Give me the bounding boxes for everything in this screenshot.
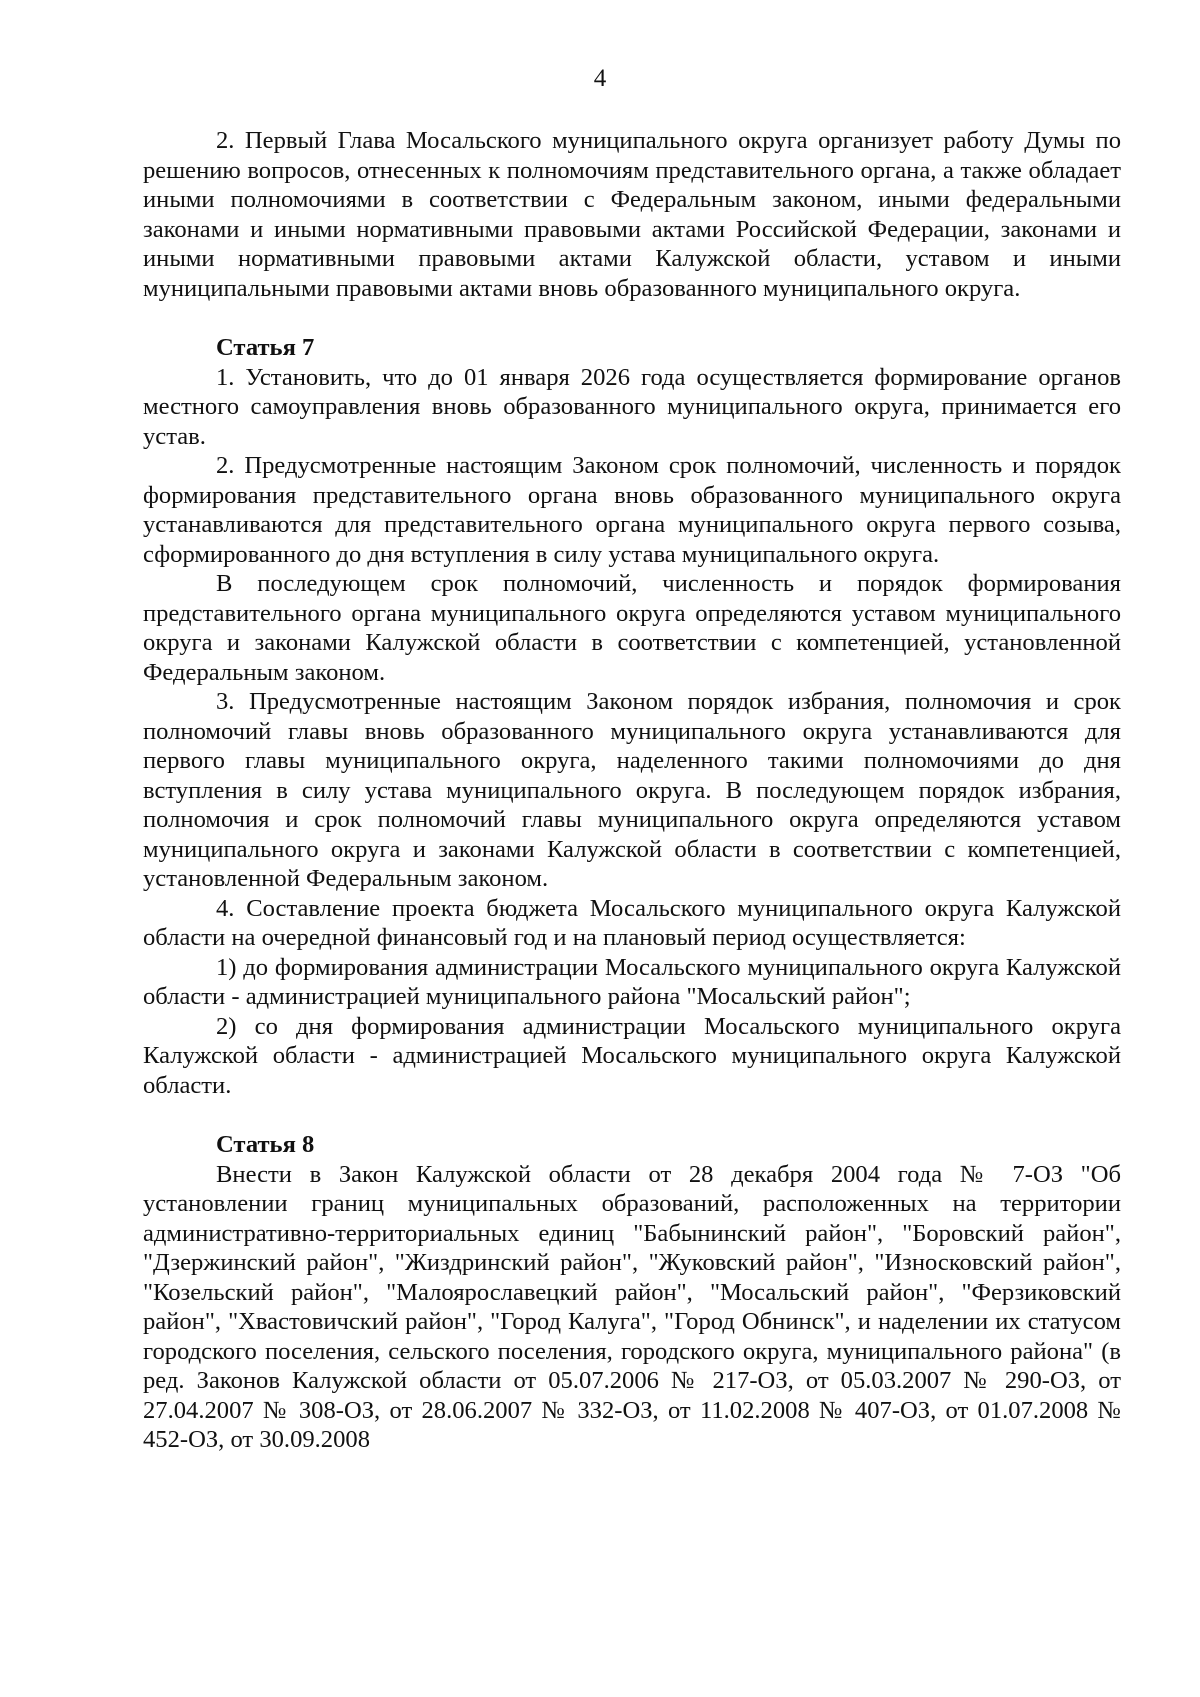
paragraph-article7-item2-continuation: В последующем срок полномочий, численность и порядок формирования представительного органа муниципального округа определяются уставом муниципального округа и законами Калужской области в соответствии с компетенцией, установленной Федеральным законом. (143, 570, 1121, 686)
document-body (143, 126, 1121, 1455)
article-7-title: Статья 7 (216, 334, 315, 361)
paragraph-article7-item4: 4. Составление проекта бюджета Мосальского муниципального округа Калужской области на очередной финансовый год и на плановый период осуществляется: (143, 894, 1121, 951)
page-number: 4 (593, 65, 607, 92)
paragraph-article7-item4-sub1: 1) до формирования администрации Мосальского муниципального округа Калужской области - администрацией муниципального района "Мосальский район"; (143, 953, 1121, 1010)
paragraph-article7-item3: 3. Предусмотренные настоящим Законом порядок избрания, полномочия и срок полномочий главы вновь образованного муниципального округа устанавливаются для первого главы муниципального округа, наделенного такими полномочиями до дня вступления в силу устава муниципального округа. В последующем порядок избрания, полномочия и срок полномочий главы муниципального округа определяются уставом муниципального округа и законами Калужской области в соответствии с компетенцией, установленной Федеральным законом. (143, 688, 1121, 892)
paragraph-article6-item2: 2. Первый Глава Мосальского муниципального округа организует работу Думы по решению вопросов, отнесенных к полномочиям представительного органа, а также обладает иными полномочиями в соответствии с Федеральным законом, иными федеральными законами и иными нормативными правовыми актами Российской Федерации, законами и иными нормативными правовыми актами Калужской области, уставом и иными муниципальными правовыми актами вновь образованного муниципального округа. (143, 127, 1121, 302)
paragraph-article7-item1: 1. Установить, что до 01 января 2026 года осуществляется формирование органов местного самоуправления вновь образованного муниципального округа, принимается его устав. (143, 363, 1121, 450)
article-8-title: Статья 8 (216, 1131, 315, 1158)
paragraph-article7-item2: 2. Предусмотренные настоящим Законом срок полномочий, численность и порядок формирования представительного органа вновь образованного муниципального округа устанавливаются для представительного органа муниципального округа первого созыва, сформированного до дня вступления в силу устава муниципального округа. (143, 452, 1121, 568)
paragraph-article8-text: Внести в Закон Калужской области от 28 декабря 2004 года № 7-ОЗ "Об установлении границ муниципальных образований, расположенных на территории административно-территориальных единиц "Бабынинский район", "Боровский район", "Дзержинский район", "Жиздринский район", "Жуковский район", "Износковский район", "Козельский район", "Малоярославецкий район", "Мосальский район", "Ферзиковский район", "Хвастовичский район", "Город Калуга", "Город Обнинск", и наделении их статусом городского поселения, сельского поселения, городского округа, муниципального района" (в ред. Законов Калужской области от 05.07.2006 № 217-ОЗ, от 05.03.2007 № 290-ОЗ, от 27.04.2007 № 308-ОЗ, от 28.06.2007 № 332-ОЗ, от 11.02.2008 № 407-ОЗ, от 01.07.2008 № 452-ОЗ, от 30.09.2008 (143, 1160, 1121, 1453)
paragraph-article7-item4-sub2: 2) со дня формирования администрации Мосальского муниципального округа Калужской области - администрацией Мосальского муниципального округа Калужской области. (143, 1012, 1121, 1099)
